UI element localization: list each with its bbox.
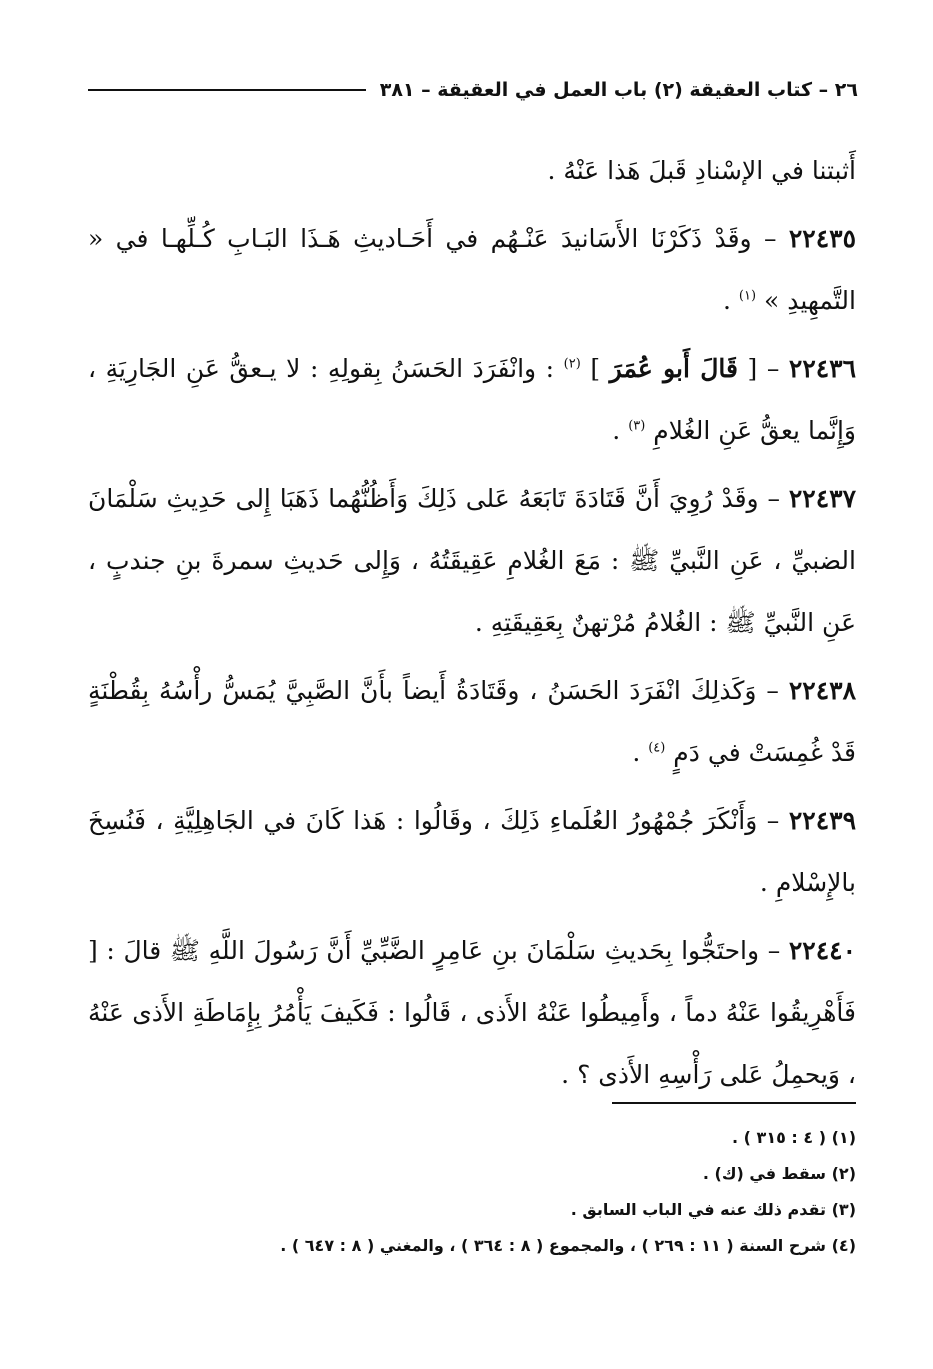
author-attribution: قَالَ أَبو عُمَرَ [609,354,738,383]
paragraph-text-mid: : وانْفَرَدَ الحَسَنُ بِقولِهِ : لا يـعقُّ عَنِ الجَارِيَةِ ، وَإِنَّما يعقُّ عَنِ الغُلامِ [88,354,856,445]
bracket-close: ] [580,354,610,383]
footnote-2: (٢) سقط في (ك) . [702,1164,856,1183]
footnote-1: (١) ( ٤ : ٣١٥ ) . [732,1128,856,1147]
paragraph-text: – واحتَجُّوا بِحَديثِ سَلْمَانَ بنِ عَامِرٍ الضَّبِّيِّ أَنَّ رَسُولَ اللَّهِ ﷺ قالَ : [ فَأَهْرِيقُوا عَنْهُ دماً ، وأَمِيطُوا عَنْهُ الأَذى ، قَالُوا : فَكَيفَ يَأْمُرُ بِإِمَاطَةِ الأَذى عَنْهُ ، وَيحمِلُ عَلى رَأْسِهِ الأَذى ؟ . [88,936,856,1089]
paragraph-number: ٢٢٤٣٦ [788,354,857,383]
footnote-divider [612,1102,856,1104]
paragraph-number: ٢٢٤٣٩ [788,806,856,835]
footnote-3: (٣) تقدم ذلك عنه في الباب السابق . [570,1200,856,1219]
paragraph-text: – وقَدْ رُوِيَ أَنَّ قَتَادَةَ تَابَعَهُ عَلى ذَلِكَ وَأَظُنُّهُما ذَهَبَا إِلى حَدِيثِ سَلْمَانَ الضبيِّ ، عَنِ النَّبيِّ ﷺ : مَعَ الغُلامِ عَقِيقَتُهُ ، وَإِلى حَديثِ سمرةَ بنِ جندبٍ ، عَنِ النَّبيِّ ﷺ : الغُلامُ مُرْتهنٌ بِعَقِيقَتِهِ . [88,484,856,637]
paragraph-22439 [88,790,856,914]
footnote-ref: (٢) [563,356,581,372]
footnote-ref: (٤) [648,740,666,756]
paragraph-text-end: . [632,738,649,767]
main-text [88,140,856,1112]
footnote-4: (٤) شرح السنة ( ١١ : ٢٦٩ ) ، والمجموع ( ٨ : ٣٦٤ ) ، والمغني ( ٨ : ٦٤٧ ) . [280,1236,856,1255]
paragraph-22436 [88,338,856,462]
footnote-ref: (١) [738,288,757,304]
header-title: ٢٦ – كتاب العقيقة (٢) باب العمل في العقيقة – ٣٨١ [379,79,858,101]
paragraph-22435 [88,208,856,332]
paragraph-text: – وَكَذلِكَ انْفَرَدَ الحَسَنُ ، وقَتَادَةُ أَيضاً بأَنَّ الصَّبِيَّ يُمَسُّ رأْسُهُ بِقُطْنَةٍ قَدْ غُمِسَتْ في دَمٍ [88,676,856,767]
paragraph-text: – وقَدْ ذَكَرْنَا الأَسَانيدَ عَنْـهُم في أَحَـاديثِ هَـذَا البَـابِ كُـلِّهـا في « التَّمهِيدِ » [88,224,856,315]
paragraph-number: ٢٢٤٣٥ [788,224,856,253]
paragraph-text: – وَأَنْكَرَ جُمْهُورُ العُلَماءِ ذَلِكَ ، وقَالُوا : هَذا كَانَ في الجَاهِلِيَّةِ ، فَنُسِخَ بالإِسْلامِ . [88,806,856,897]
paragraph-number: ٢٢٤٣٨ [788,676,856,705]
header-rule [88,89,366,91]
footnotes [88,1120,856,1264]
footnote-ref: (٣) [628,418,646,434]
running-header [88,70,858,110]
paragraph-22440 [88,920,856,1106]
paragraph-22437 [88,468,856,654]
paragraph-text: – [ [737,354,789,383]
paragraph-22438 [88,660,856,784]
paragraph-text-end: . [723,286,739,315]
paragraph-number: ٢٢٤٤٠ [788,936,856,965]
paragraph-number: ٢٢٤٣٧ [788,484,856,513]
paragraph-text-end: . [612,416,629,445]
paragraph-0 [88,140,856,202]
paragraph-text: أَثبتنا في الإسْنادِ قَبلَ هَذا عَنْهُ . [547,156,856,185]
